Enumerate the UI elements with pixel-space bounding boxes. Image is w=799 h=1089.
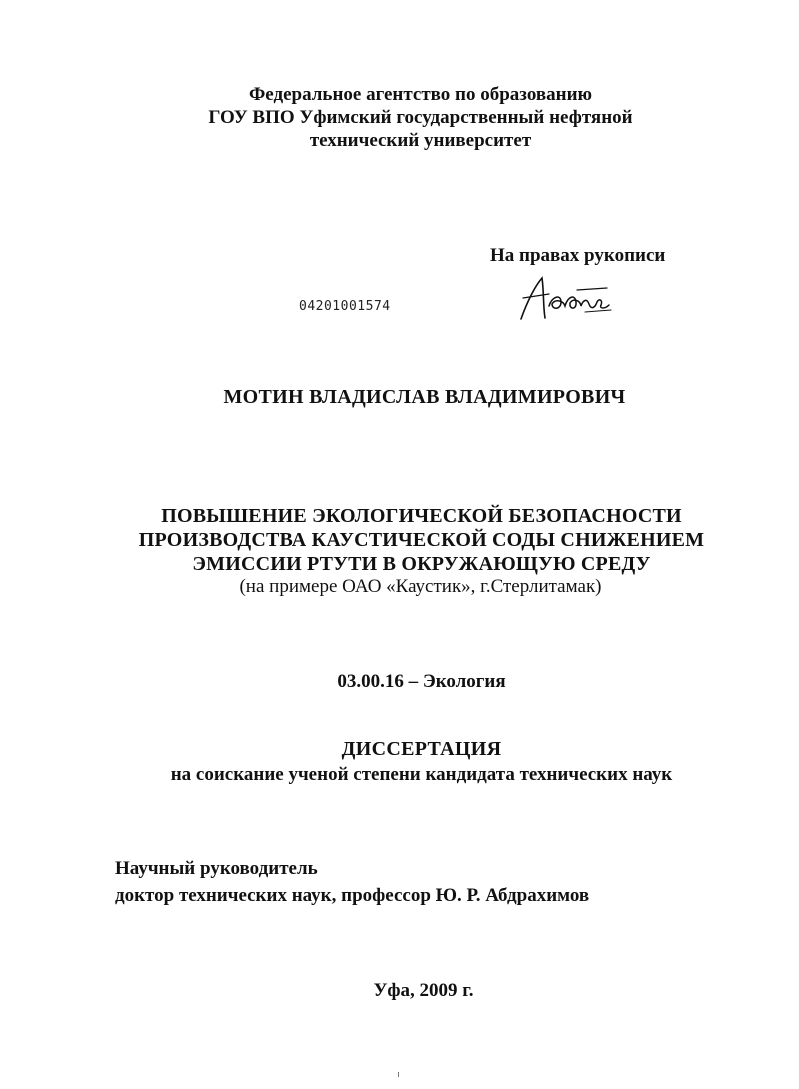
place-and-year: Уфа, 2009 г. [373, 980, 474, 1001]
university-line-1: ГОУ ВПО Уфимский государственный нефтяной [208, 107, 633, 128]
thesis-title-line-3: ЭМИССИИ РТУТИ В ОКРУЖАЮЩУЮ СРЕДУ [192, 553, 651, 575]
thesis-subtitle: (на примере ОАО «Каустик», г.Стерлитамак) [239, 576, 602, 597]
thesis-title-line-1: ПОВЫШЕНИЕ ЭКОЛОГИЧЕСКОЙ БЕЗОПАСНОСТИ [161, 505, 682, 527]
specialty-code: 03.00.16 – Экология [337, 671, 506, 692]
thesis-title-line-2: ПРОИЗВОДСТВА КАУСТИЧЕСКОЙ СОДЫ СНИЖЕНИЕМ [138, 529, 705, 551]
university-line-2: технический университет [309, 130, 532, 151]
degree-line: на соискание ученой степени кандидата технических наук [170, 764, 673, 785]
document-type-heading: ДИССЕРТАЦИЯ [341, 738, 502, 760]
manuscript-rights-label: На правах рукописи [490, 245, 666, 266]
agency-line: Федеральное агентство по образованию [248, 84, 593, 105]
scan-mark [398, 1072, 399, 1077]
advisor-label: Научный руководитель [115, 858, 318, 879]
serial-number: 04201001574 [299, 299, 391, 314]
signature-image [515, 272, 625, 324]
advisor-name: доктор технических наук, профессор Ю. Р. Абдрахимов [115, 885, 590, 906]
author-name: МОТИН ВЛАДИСЛАВ ВЛАДИМИРОВИЧ [223, 386, 626, 408]
